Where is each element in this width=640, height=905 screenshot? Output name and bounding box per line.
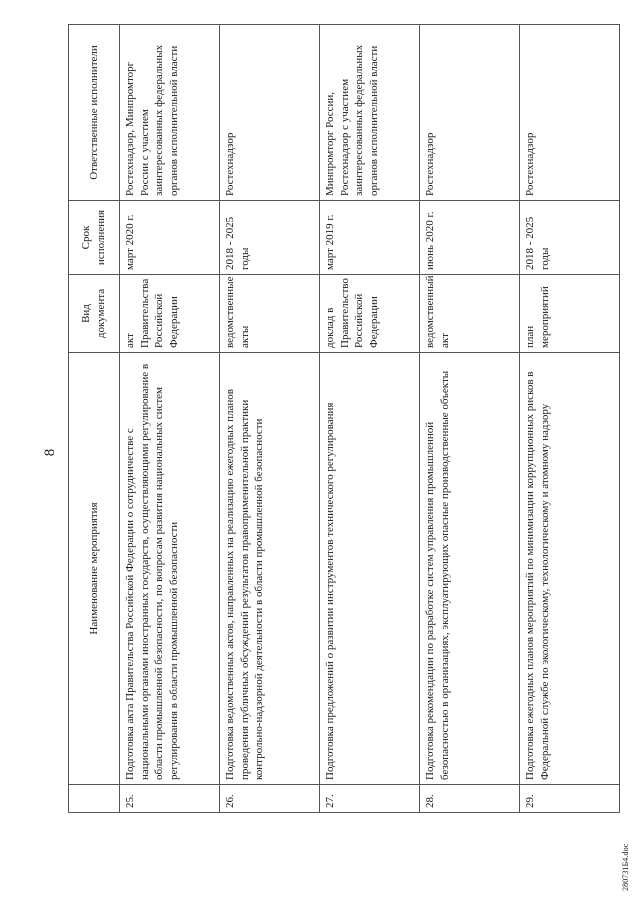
row-exec: Ростехнадзор <box>520 25 620 201</box>
table-row <box>120 25 220 813</box>
row-exec: Ростехнадзор <box>420 25 520 201</box>
table-row <box>520 25 620 813</box>
row-num: 25. <box>120 785 220 813</box>
header-doc: Вид документа <box>69 275 120 353</box>
row-name: Подготовка ведомственных актов, направленных на реализацию ежегодных планов проведения публичных обсуждений результатов правоприменительной практики контрольно-надзорной деятельности в области промышленной безопасности <box>220 353 320 785</box>
row-exec: Минпромторг России, Ростехнадзор с участием заинтересованных федеральных органов исполнительной власти <box>320 25 420 201</box>
row-name: Подготовка ежегодных планов мероприятий по минимизации коррупционных рисков в Федеральной службе по экологическому, технологическому и атомному надзору <box>520 353 620 785</box>
row-term: март 2019 г. <box>320 201 420 275</box>
file-code: 280731Б4.doc <box>621 843 630 891</box>
table-header-row <box>69 25 120 813</box>
row-doc: доклад в Правительство Российской Федерации <box>320 275 420 353</box>
page-number: 8 <box>42 448 58 457</box>
table-row <box>220 25 320 813</box>
row-term: март 2020 г. <box>120 201 220 275</box>
row-name: Подготовка предложений о развитии инструментов технического регулирования <box>320 353 420 785</box>
row-name: Подготовка акта Правительства Российской Федерации о сотрудничестве с национальными органами иностранных государств, осуществляющими регулирование в области промышленной безопасности, по вопросам развития национальных систем регулирования в области промышленной безопасности <box>120 353 220 785</box>
row-exec: Ростехнадзор, Минпромторг России с участием заинтересованных федеральных органов исполнительной власти <box>120 25 220 201</box>
row-name: Подготовка рекомендации по разработке систем управления промышленной безопасностью в организациях, эксплуатирующих опасные производственные объекты <box>420 353 520 785</box>
table-row <box>320 25 420 813</box>
header-exec: Ответственные исполнители <box>69 25 120 201</box>
row-doc: ведомственные акты <box>220 275 320 353</box>
header-num <box>69 785 120 813</box>
row-doc: план мероприятий <box>520 275 620 353</box>
table-row <box>420 25 520 813</box>
row-term: 2018 - 2025 годы <box>220 201 320 275</box>
header-term: Срок исполнения <box>69 201 120 275</box>
row-doc: ведомственный акт <box>420 275 520 353</box>
row-exec: Ростехнадзор <box>220 25 320 201</box>
header-name: Наименование мероприятия <box>69 353 120 785</box>
row-term: июнь 2020 г. <box>420 201 520 275</box>
measures-table <box>68 24 620 813</box>
row-num: 28. <box>420 785 520 813</box>
row-num: 29. <box>520 785 620 813</box>
row-num: 27. <box>320 785 420 813</box>
row-term: 2018 - 2025 годы <box>520 201 620 275</box>
row-doc: акт Правительства Российской Федерации <box>120 275 220 353</box>
row-num: 26. <box>220 785 320 813</box>
